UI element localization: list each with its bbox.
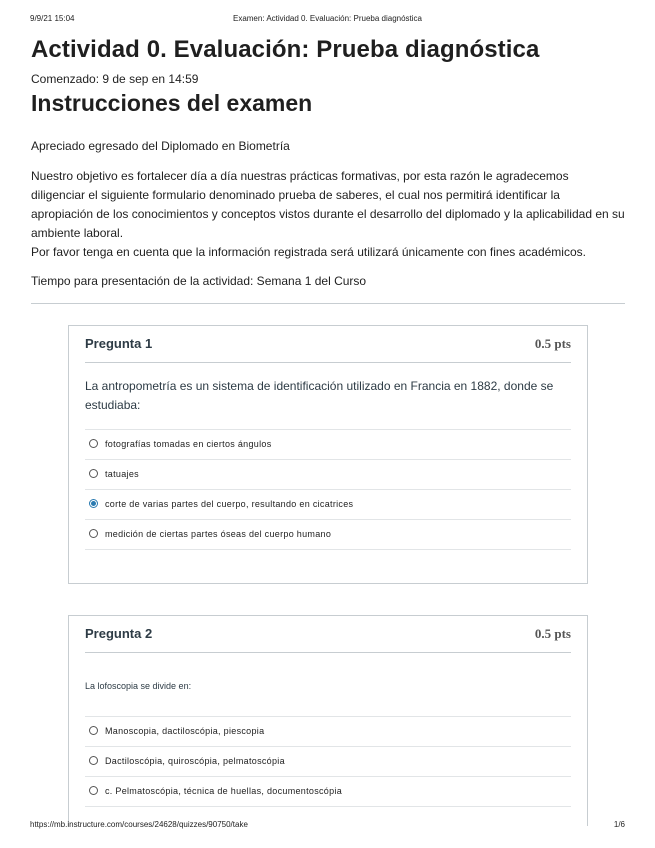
radio-button[interactable] [89,529,98,538]
radio-button[interactable] [89,756,98,765]
answer-option[interactable] [85,777,571,807]
answer-option[interactable] [85,430,571,460]
radio-button[interactable] [89,469,98,478]
instructions-privacy-note: Por favor tenga en cuenta que la información registrada será utilizará únicamente con fines académicos. [31,245,586,259]
instructions-greeting: Apreciado egresado del Diplomado en Biometría [31,139,290,153]
print-footer [30,820,625,832]
question-header [85,616,571,653]
print-datetime: 9/9/21 15:04 [30,14,75,23]
question-1 [68,325,588,584]
answer-list [85,429,571,550]
answer-option[interactable] [85,460,571,490]
question-text: La antropometría es un sistema de identificación utilizado en Francia en 1882, donde se estudiaba: [85,379,554,412]
quiz-title: Actividad 0. Evaluación: Prueba diagnóstica [31,36,540,63]
answer-label: fotografías tomadas en ciertos ángulos [105,439,272,449]
instructions-divider [31,303,625,304]
question-points: 0.5 pts [534,626,571,641]
started-timestamp: Comenzado: 9 de sep en 14:59 [31,72,199,86]
radio-button-selected[interactable] [89,499,98,508]
answer-label: Manoscopia, dactiloscópia, piescopia [105,726,265,736]
quiz-content [31,30,625,328]
answer-label: medición de ciertas partes óseas del cuerpo humano [105,529,332,539]
answer-label: Dactiloscópia, quiroscópia, pelmatoscópia [105,756,285,766]
print-url: https://mb.instructure.com/courses/24628/quizzes/90750/take [30,820,248,829]
question-title: Pregunta 1 [85,336,153,351]
radio-button[interactable] [89,439,98,448]
answer-label: tatuajes [105,469,139,479]
instructions-title: Instrucciones del examen [31,90,313,116]
question-text: La lofoscopia se divide en: [85,681,192,691]
question-header [85,326,571,363]
answer-option[interactable] [85,520,571,550]
answer-label: corte de varias partes del cuerpo, resultando en cicatrices [105,499,354,509]
radio-button[interactable] [89,726,98,735]
answer-option[interactable] [85,747,571,777]
print-page-number: 1/6 [613,820,625,829]
print-page-title: Examen: Actividad 0. Evaluación: Prueba diagnóstica [232,14,422,23]
answer-list [85,716,571,807]
question-points: 0.5 pts [534,336,571,351]
radio-button[interactable] [89,786,98,795]
instructions-time-note: Tiempo para presentación de la actividad: Semana 1 del Curso [31,274,367,288]
print-header [30,14,625,26]
answer-option[interactable] [85,717,571,747]
question-2 [68,615,588,826]
question-title: Pregunta 2 [85,626,153,641]
answer-option[interactable] [85,490,571,520]
answer-label: c. Pelmatoscópia, técnica de huellas, documentoscópia [105,786,343,796]
instructions-body: Nuestro objetivo es fortalecer día a día nuestras prácticas formativas, por esta razón le agradecemos diligenciar el siguiente formulario denominado prueba de saberes, el cual nos permitirá identificar la apropiación de los conocimientos y conceptos vistos durante el desarrollo del diplomado y la aplicabilidad en su ambiente laboral. [31,169,625,240]
